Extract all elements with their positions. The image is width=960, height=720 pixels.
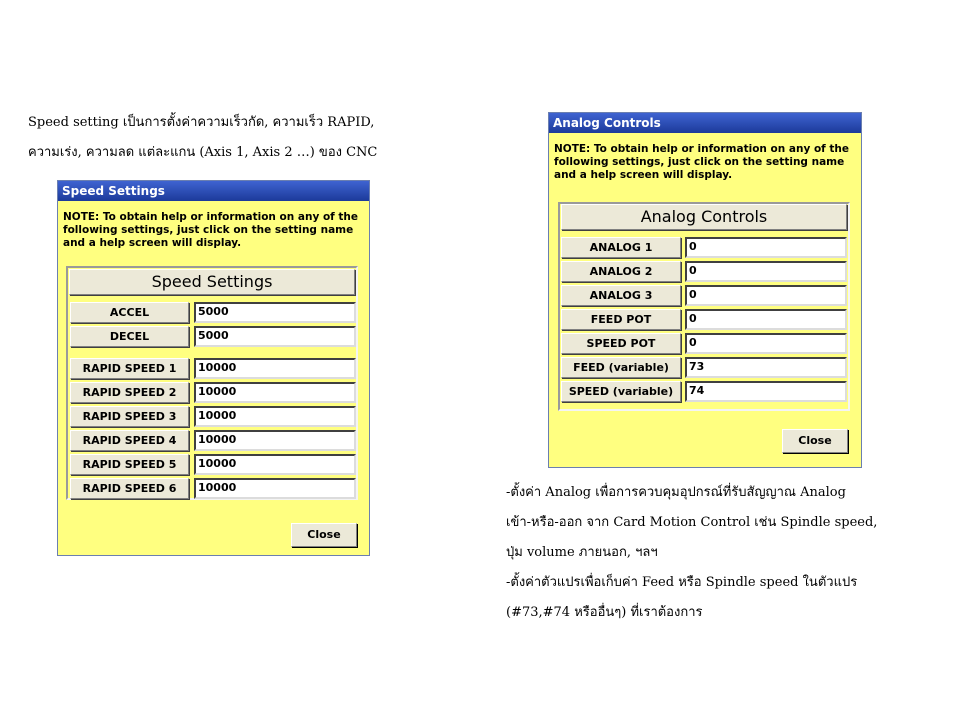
rapid-speed-1-value-field[interactable]: 10000 [194,358,356,379]
speed-pot-label-button[interactable]: SPEED POT [561,333,681,354]
analog-controls-titlebar: Analog Controls [549,113,861,133]
rapid-speed-4-label-button[interactable]: RAPID SPEED 4 [70,430,189,451]
right-caption-p1-line-1: -ตั้งค่า Analog เพื่อการควบคุมอุปกรณ์ที่รับสัญญาณ Analog [506,485,846,500]
analog-3-value-field[interactable]: 0 [685,285,847,306]
feed-variable-label-button[interactable]: FEED (variable) [561,357,681,378]
feed-pot-value-field[interactable]: 0 [685,309,847,330]
accel-value-field[interactable]: 5000 [194,302,356,323]
feed-variable-value-field[interactable]: 73 [685,357,847,378]
rapid-speed-6-label-button[interactable]: RAPID SPEED 6 [70,478,189,499]
rapid-speed-3-label-button[interactable]: RAPID SPEED 3 [70,406,189,427]
rapid-speed-4-value-field[interactable]: 10000 [194,430,356,451]
rapid-speed-5-value-field[interactable]: 10000 [194,454,356,475]
speed-variable-label-button[interactable]: SPEED (variable) [561,381,681,402]
analog-2-label-button[interactable]: ANALOG 2 [561,261,681,282]
left-caption [28,108,377,168]
rapid-speed-2-value-field[interactable]: 10000 [194,382,356,403]
rapid-speed-1-label-button[interactable]: RAPID SPEED 1 [70,358,189,379]
speed-settings-note: NOTE: To obtain help or information on any of the following settings, just click on the setting name and a help screen will display. [63,211,358,249]
decel-label-button[interactable]: DECEL [70,326,189,347]
right-caption-p1-line-2: เข้า-หรือ-ออก จาก Card Motion Control เช่น Spindle speed, [506,515,878,530]
analog-controls-window [548,112,862,468]
right-caption-p2-line-2: (#73,#74 หรืออื่นๆ) ที่เราต้องการ [506,605,703,620]
analog-close-button[interactable]: Close [782,429,848,453]
feed-pot-label-button[interactable]: FEED POT [561,309,681,330]
decel-value-field[interactable]: 5000 [194,326,356,347]
rapid-speed-2-label-button[interactable]: RAPID SPEED 2 [70,382,189,403]
analog-1-label-button[interactable]: ANALOG 1 [561,237,681,258]
speed-settings-titlebar: Speed Settings [58,181,369,201]
accel-label-button[interactable]: ACCEL [70,302,189,323]
right-caption [506,478,877,628]
left-caption-line-1: Speed setting เป็นการตั้งค่าความเร็วกัด, ความเร็ว RAPID, [28,115,375,130]
speed-pot-value-field[interactable]: 0 [685,333,847,354]
analog-controls-group [558,202,850,411]
analog-3-label-button[interactable]: ANALOG 3 [561,285,681,306]
speed-settings-heading: Speed Settings [69,269,355,295]
analog-1-value-field[interactable]: 0 [685,237,847,258]
rapid-speed-6-value-field[interactable]: 10000 [194,478,356,499]
analog-controls-note: NOTE: To obtain help or information on any of the following settings, just click on the setting name and a help screen will display. [554,143,849,181]
speed-variable-value-field[interactable]: 74 [685,381,847,402]
speed-close-button[interactable]: Close [291,523,357,547]
rapid-speed-5-label-button[interactable]: RAPID SPEED 5 [70,454,189,475]
right-caption-p2-line-1: -ตั้งค่าตัวแปรเพื่อเก็บค่า Feed หรือ Spindle speed ในตัวแปร [506,575,858,590]
rapid-speed-3-value-field[interactable]: 10000 [194,406,356,427]
left-caption-line-2: ความเร่ง, ความลด แต่ละแกน (Axis 1, Axis 2 …) ของ CNC [28,145,378,160]
speed-settings-window [57,180,370,556]
analog-controls-heading: Analog Controls [561,204,847,230]
analog-2-value-field[interactable]: 0 [685,261,847,282]
right-caption-p1-line-3: ปุ่ม volume ภายนอก, ฯลฯ [506,545,658,560]
